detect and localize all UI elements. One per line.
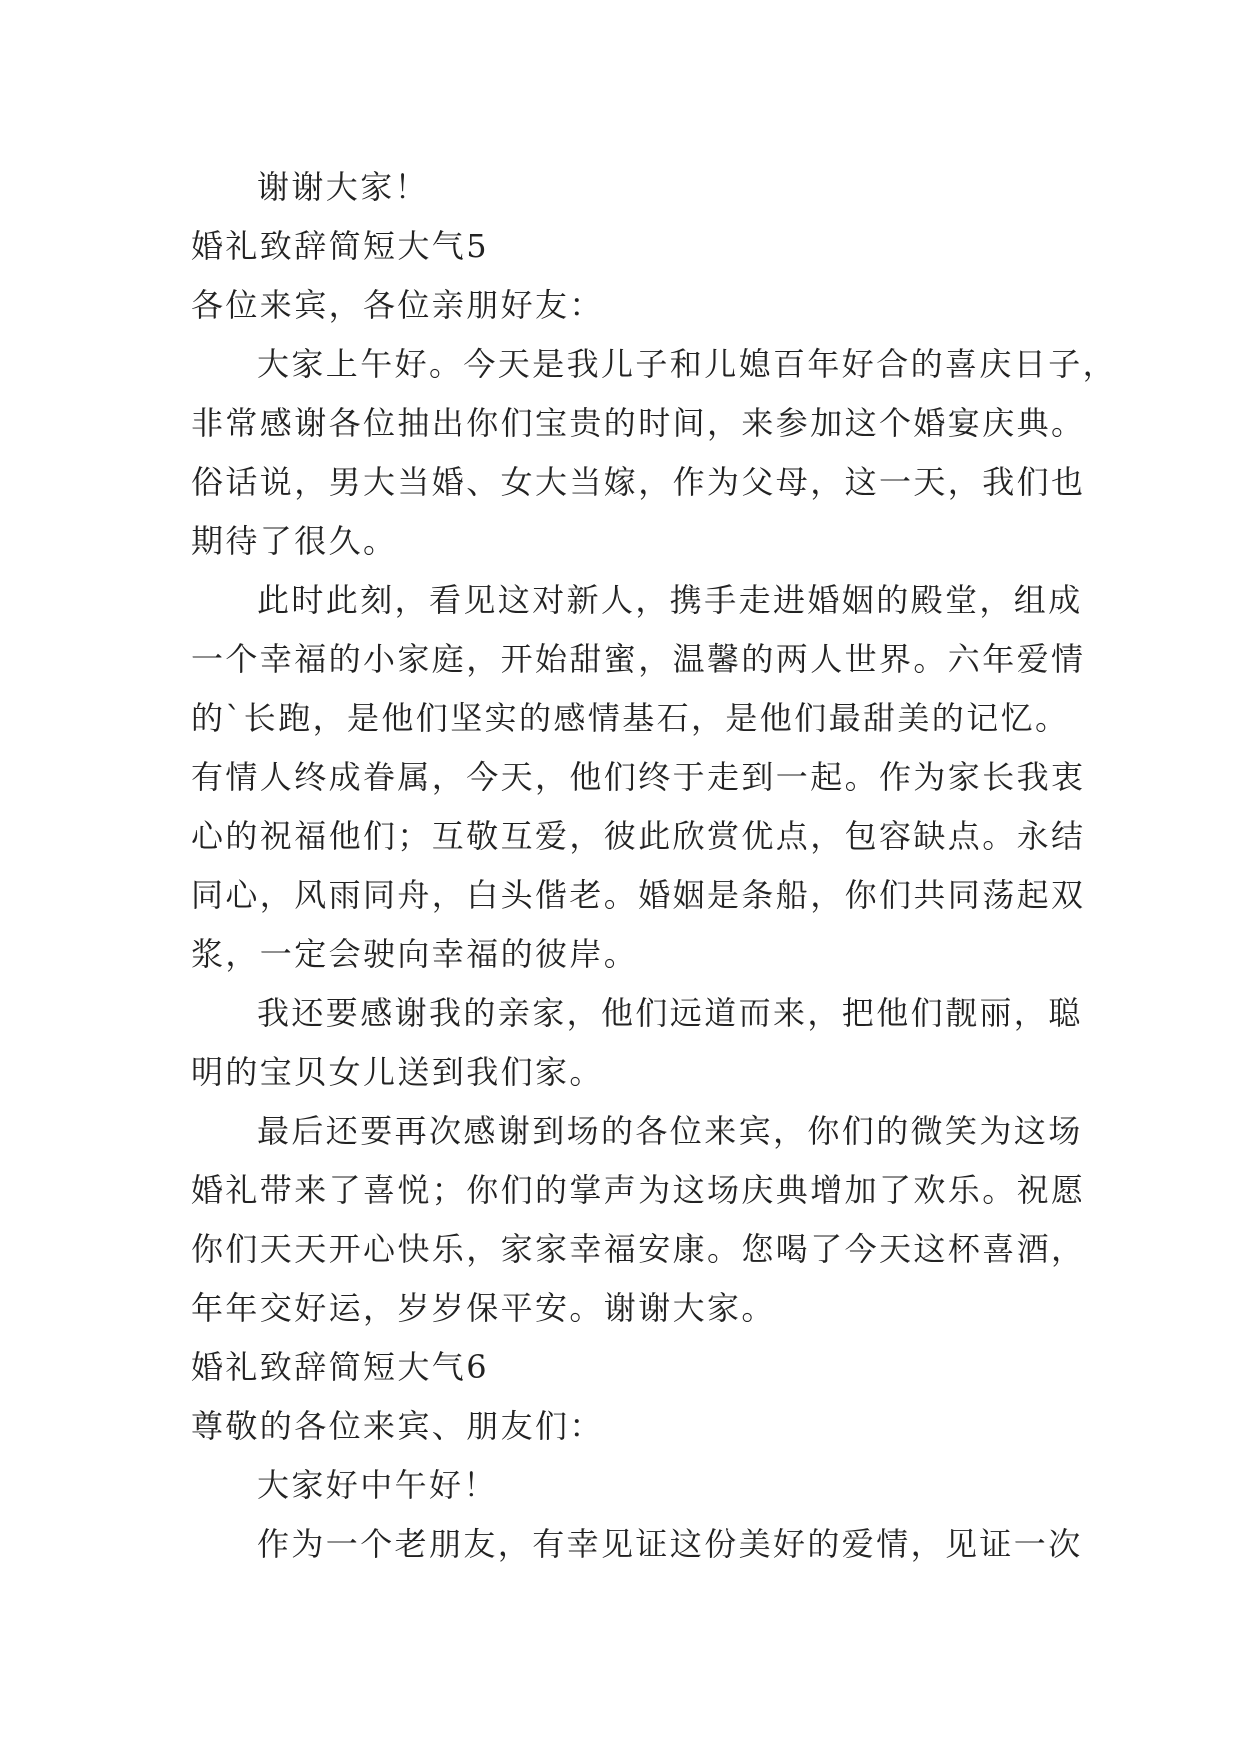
salutation-line: 尊敬的各位来宾、朋友们： <box>191 1407 604 1445</box>
paragraph-line: 的`长跑，是他们坚实的感情基石，是他们最甜美的记忆。 <box>191 699 1070 737</box>
paragraph-line: 我还要感谢我的亲家，他们远道而来，把他们靓丽，聪 <box>257 994 1083 1032</box>
paragraph-line: 一个幸福的小家庭，开始甜蜜，温馨的两人世界。六年爱情 <box>191 640 1086 678</box>
salutation-line: 各位来宾，各位亲朋好友： <box>191 286 604 324</box>
greeting-line: 大家好中午好！ <box>257 1466 498 1504</box>
paragraph-line: 年年交好运，岁岁保平安。谢谢大家。 <box>191 1289 776 1327</box>
paragraph-line: 期待了很久。 <box>191 522 398 560</box>
paragraph-line: 大家上午好。今天是我儿子和儿媳百年好合的喜庆日子， <box>257 345 1118 383</box>
paragraph-line: 俗话说，男大当婚、女大当嫁，作为父母，这一天，我们也 <box>191 463 1086 501</box>
paragraph-line: 浆，一定会驶向幸福的彼岸。 <box>191 935 639 973</box>
paragraph-line: 心的祝福他们；互敬互爱，彼此欣赏优点，包容缺点。永结 <box>191 817 1086 855</box>
paragraph-line: 作为一个老朋友，有幸见证这份美好的爱情，见证一次 <box>257 1525 1083 1563</box>
document-body <box>191 158 1118 1574</box>
section-heading-5: 婚礼致辞简短大气5 <box>191 227 489 265</box>
paragraph-line: 同心，风雨同舟，白头偕老。婚姻是条船，你们共同荡起双 <box>191 876 1086 914</box>
paragraph-line: 明的宝贝女儿送到我们家。 <box>191 1053 604 1091</box>
section-heading-6: 婚礼致辞简短大气6 <box>191 1348 489 1386</box>
paragraph-line: 婚礼带来了喜悦；你们的掌声为这场庆典增加了欢乐。祝愿 <box>191 1171 1086 1209</box>
paragraph-line: 最后还要再次感谢到场的各位来宾，你们的微笑为这场 <box>257 1112 1083 1150</box>
paragraph-line: 非常感谢各位抽出你们宝贵的时间，来参加这个婚宴庆典。 <box>191 404 1086 442</box>
paragraph-line: 有情人终成眷属，今天，他们终于走到一起。作为家长我衷 <box>191 758 1086 796</box>
paragraph-line: 你们天天开心快乐，家家幸福安康。您喝了今天这杯喜酒， <box>191 1230 1086 1268</box>
closing-thanks-line: 谢谢大家！ <box>257 168 430 206</box>
paragraph-line: 此时此刻，看见这对新人，携手走进婚姻的殿堂，组成 <box>257 581 1083 619</box>
